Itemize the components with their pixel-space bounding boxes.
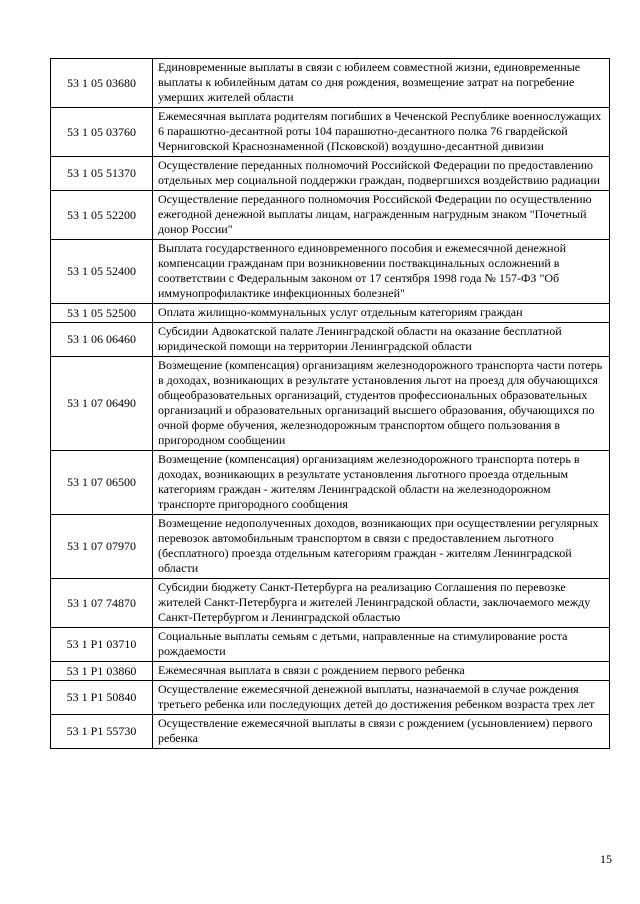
- description-cell: Возмещение (компенсация) организациям железнодорожного транспорта потерь в доходах, возникающих в результате установления льготного проезда отдельным категориям граждан - жителям Ленинградской области на железнодорожном транспорте пригородного сообщения: [153, 451, 610, 515]
- code-cell: 53 1 06 06460: [51, 323, 153, 357]
- code-cell: 53 1 05 52500: [51, 304, 153, 323]
- code-cell: 53 1 07 06490: [51, 357, 153, 451]
- code-cell: 53 1 P1 55730: [51, 715, 153, 749]
- code-cell: 53 1 07 06500: [51, 451, 153, 515]
- description-cell: Оплата жилищно-коммунальных услуг отдельным категориям граждан: [153, 304, 610, 323]
- table-row: [51, 451, 610, 515]
- description-cell: Осуществление переданного полномочия Российской Федерации по осуществлению ежегодной денежной выплаты лицам, награжденным нагрудным знаком "Почетный донор России": [153, 191, 610, 240]
- table-row: [51, 191, 610, 240]
- description-cell: Единовременные выплаты в связи с юбилеем совместной жизни, единовременные выплаты к юбилейным датам со дня рождения, возмещение затрат на погребение умерших жителей области: [153, 59, 610, 108]
- code-cell: 53 1 05 52400: [51, 240, 153, 304]
- budget-classification-table: [50, 58, 610, 749]
- table-row: [51, 59, 610, 108]
- description-cell: Возмещение недополученных доходов, возникающих при осуществлении регулярных перевозок автомобильным транспортом в связи с предоставлением льготного (бесплатного) проезда отдельным категориям граждан - жителям Ленинградской области: [153, 515, 610, 579]
- description-cell: Субсидии Адвокатской палате Ленинградской области на оказание бесплатной юридической помощи на территории Ленинградской области: [153, 323, 610, 357]
- description-cell: Субсидии бюджету Санкт-Петербурга на реализацию Соглашения по перевозке жителей Санкт-Петербурга и жителей Ленинградской области, заключаемого между Санкт-Петербургом и Ленинградской областью: [153, 579, 610, 628]
- code-cell: 53 1 07 07970: [51, 515, 153, 579]
- description-cell: Выплата государственного единовременного пособия и ежемесячной денежной компенсации гражданам при возникновении поствакцинальных осложнений в соответствии с Федеральным законом от 17 сентября 1998 года № 157-ФЗ "Об иммунопрофилактике инфекционных болезней": [153, 240, 610, 304]
- description-cell: Осуществление ежемесячной денежной выплаты, назначаемой в случае рождения третьего ребенка или последующих детей до достижения ребенком возраста трех лет: [153, 681, 610, 715]
- code-cell: 53 1 05 52200: [51, 191, 153, 240]
- table-row: [51, 715, 610, 749]
- page-number: 15: [600, 852, 612, 866]
- table-row: [51, 628, 610, 662]
- table-row: [51, 304, 610, 323]
- description-cell: Социальные выплаты семьям с детьми, направленные на стимулирование роста рождаемости: [153, 628, 610, 662]
- code-cell: 53 1 05 51370: [51, 157, 153, 191]
- description-cell: Ежемесячная выплата родителям погибших в Чеченской Республике военнослужащих 6 парашютно-десантной роты 104 парашютно-десантного полка 76 гвардейской Черниговской Краснознаменной (Псковской) воздушно-десантной дивизии: [153, 108, 610, 157]
- description-cell: Возмещение (компенсация) организациям железнодорожного транспорта части потерь в доходах, возникающих в результате установления льгот на проезд для обучающихся общеобразовательных организаций, студентов профессиональных образовательных организаций и образовательных организаций высшего образования, обучающихся по очной форме обучения, железнодорожным транспортом общего пользования в пригородном сообщении: [153, 357, 610, 451]
- description-cell: Ежемесячная выплата в связи с рождением первого ребенка: [153, 662, 610, 681]
- code-cell: 53 1 P1 50840: [51, 681, 153, 715]
- table-row: [51, 240, 610, 304]
- code-cell: 53 1 P1 03710: [51, 628, 153, 662]
- table-row: [51, 662, 610, 681]
- description-cell: Осуществление ежемесячной выплаты в связи с рождением (усыновлением) первого ребенка: [153, 715, 610, 749]
- table-row: [51, 681, 610, 715]
- table-row: [51, 108, 610, 157]
- code-cell: 53 1 07 74870: [51, 579, 153, 628]
- table-row: [51, 323, 610, 357]
- table-row: [51, 157, 610, 191]
- code-cell: 53 1 05 03760: [51, 108, 153, 157]
- table-row: [51, 515, 610, 579]
- description-cell: Осуществление переданных полномочий Российской Федерации по предоставлению отдельных мер социальной поддержки граждан, подвергшихся воздействию радиации: [153, 157, 610, 191]
- code-cell: 53 1 05 03680: [51, 59, 153, 108]
- table-row: [51, 579, 610, 628]
- code-cell: 53 1 P1 03860: [51, 662, 153, 681]
- table-row: [51, 357, 610, 451]
